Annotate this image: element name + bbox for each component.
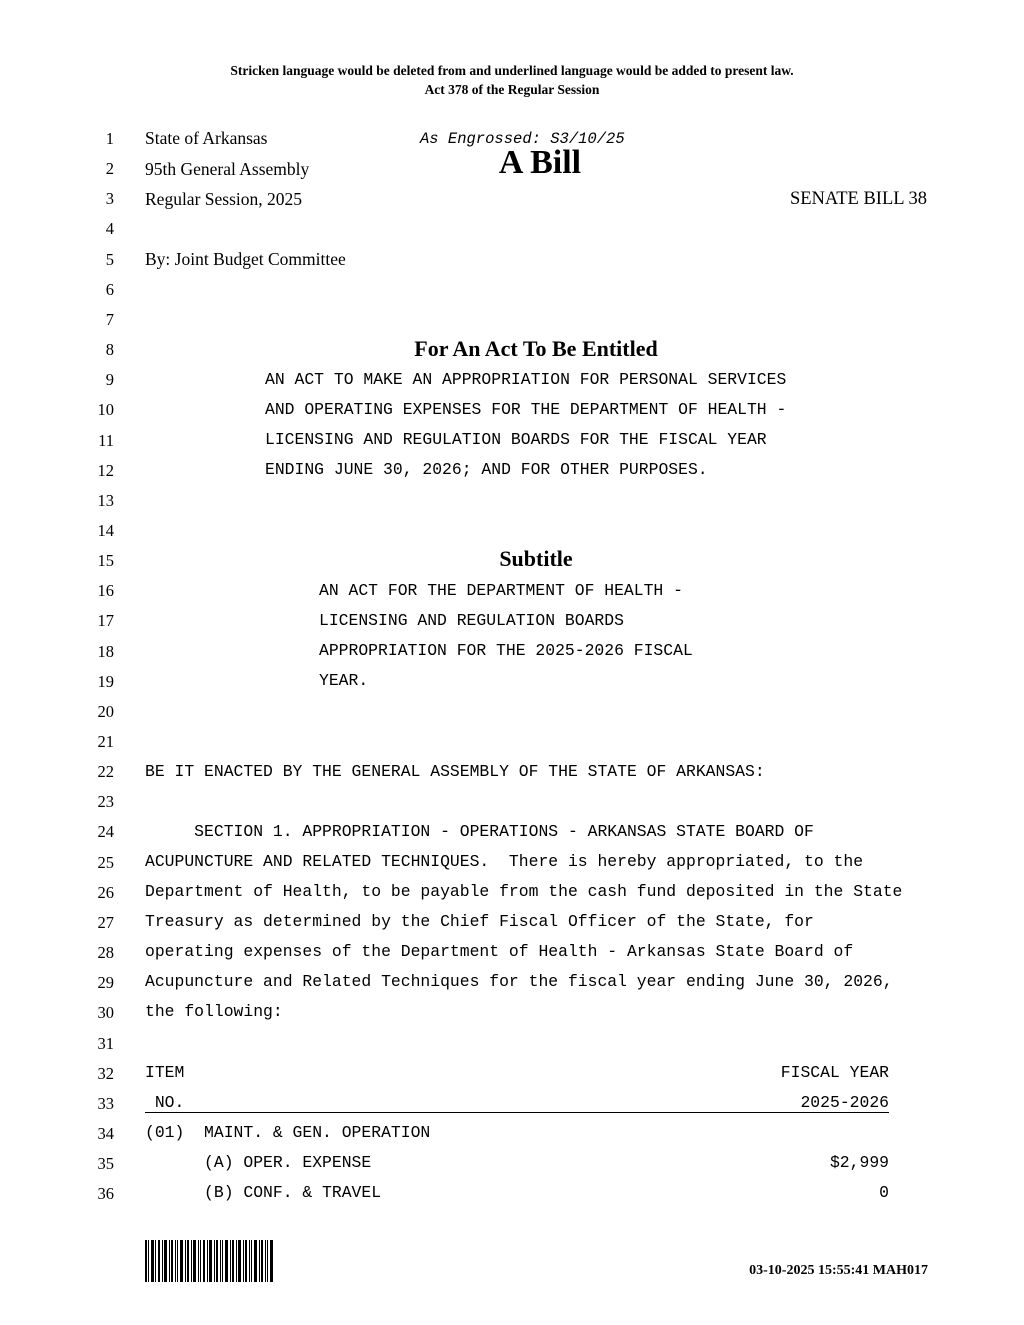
session-name: Regular Session, 2025 [145, 189, 303, 209]
line-number: 9 [105, 370, 114, 389]
section1-line: Department of Health, to be payable from the cash fund deposited in the State [145, 882, 903, 901]
table-row-label: (B) CONF. & TRAVEL [145, 1183, 382, 1202]
line-number: 11 [98, 431, 114, 450]
line-number: 17 [97, 611, 114, 630]
strike-notice: Stricken language would be deleted from and underlined language would be added to present law. [230, 63, 794, 78]
sponsor: By: Joint Budget Committee [145, 249, 346, 269]
line-number: 24 [97, 822, 114, 841]
section1-line: ACUPUNCTURE AND RELATED TECHNIQUES. There is hereby appropriated, to the [145, 852, 864, 871]
subtitle-line: YEAR. [319, 671, 369, 690]
line-number: 15 [97, 551, 114, 570]
line-number: 13 [97, 491, 114, 510]
line-number: 34 [97, 1124, 114, 1143]
act-title-line: AN ACT TO MAKE AN APPROPRIATION FOR PERSONAL SERVICES [265, 370, 787, 389]
subtitle-line: LICENSING AND REGULATION BOARDS [319, 611, 624, 630]
table-row-label: (A) OPER. EXPENSE [145, 1153, 372, 1172]
table-row-label: (01) MAINT. & GEN. OPERATION [145, 1123, 431, 1142]
table-item-header: ITEM [145, 1063, 185, 1082]
line-number: 32 [97, 1064, 114, 1083]
line-number: 27 [97, 913, 114, 932]
act-notice: Act 378 of the Regular Session [424, 82, 600, 97]
subtitle-line: APPROPRIATION FOR THE 2025-2026 FISCAL [319, 641, 693, 660]
line-number: 23 [97, 792, 114, 811]
bill-type-heading: A Bill [498, 144, 582, 181]
line-number: 20 [97, 702, 114, 721]
table-row-value: 0 [879, 1183, 889, 1202]
barcode-icon [145, 1240, 273, 1282]
line-number: 16 [97, 581, 114, 600]
table-row-value: $2,999 [829, 1153, 889, 1172]
section1-line: SECTION 1. APPROPRIATION - OPERATIONS - ARKANSAS STATE BOARD OF [145, 822, 814, 841]
table-no-header: NO. [145, 1093, 185, 1112]
line-number: 2 [105, 159, 114, 178]
line-number: 14 [97, 521, 114, 540]
line-number: 3 [105, 189, 114, 208]
section1-line: the following: [145, 1002, 283, 1021]
line-number: 33 [97, 1094, 114, 1113]
table-header-rule [145, 1093, 889, 1113]
act-title-line: AND OPERATING EXPENSES FOR THE DEPARTMENT OF HEALTH - [265, 400, 787, 419]
table-header-underline-row [145, 1093, 889, 1113]
line-number: 1 [105, 129, 114, 148]
section1-line: operating expenses of the Department of Health - Arkansas State Board of [145, 942, 854, 961]
line-number: 18 [97, 642, 114, 661]
line-number: 29 [97, 973, 114, 992]
line-number: 35 [97, 1154, 114, 1173]
line-number: 4 [105, 219, 114, 238]
state-name: State of Arkansas [145, 128, 268, 148]
line-number: 26 [97, 883, 114, 902]
line-number: 12 [97, 461, 114, 480]
line-number: 10 [97, 400, 114, 419]
line-number: 22 [97, 762, 114, 781]
bill-number: SENATE BILL 38 [789, 189, 927, 209]
subtitle-heading: Subtitle [499, 546, 573, 571]
line-number: 36 [97, 1184, 114, 1203]
line-number: 6 [105, 280, 114, 299]
section1-line: Acupuncture and Related Techniques for the fiscal year ending June 30, 2026, [145, 972, 893, 991]
act-title-line: ENDING JUNE 30, 2026; AND FOR OTHER PURPOSES. [265, 460, 708, 479]
line-number: 5 [105, 250, 114, 269]
table-year-header: 2025-2026 [800, 1093, 889, 1112]
line-number: 8 [105, 340, 114, 359]
line-number: 21 [97, 732, 114, 751]
act-title-line: LICENSING AND REGULATION BOARDS FOR THE FISCAL YEAR [265, 430, 767, 449]
line-number: 19 [97, 672, 114, 691]
line-number: 25 [97, 853, 114, 872]
act-title-heading: For An Act To Be Entitled [414, 336, 658, 361]
general-assembly: 95th General Assembly [145, 159, 310, 179]
line-number: 7 [105, 310, 114, 329]
line-number: 31 [97, 1034, 114, 1053]
table-fiscal-year-header: FISCAL YEAR [780, 1063, 889, 1082]
line-number: 30 [97, 1003, 114, 1022]
engrossed-stamp: As Engrossed: S3/10/25 [420, 130, 625, 148]
document-timestamp: 03-10-2025 15:55:41 MAH017 [749, 1263, 928, 1278]
line-number: 28 [97, 943, 114, 962]
section1-line: Treasury as determined by the Chief Fiscal Officer of the State, for [145, 912, 814, 931]
enacting-clause: BE IT ENACTED BY THE GENERAL ASSEMBLY OF THE STATE OF ARKANSAS: [145, 762, 765, 781]
subtitle-line: AN ACT FOR THE DEPARTMENT OF HEALTH - [319, 581, 683, 600]
